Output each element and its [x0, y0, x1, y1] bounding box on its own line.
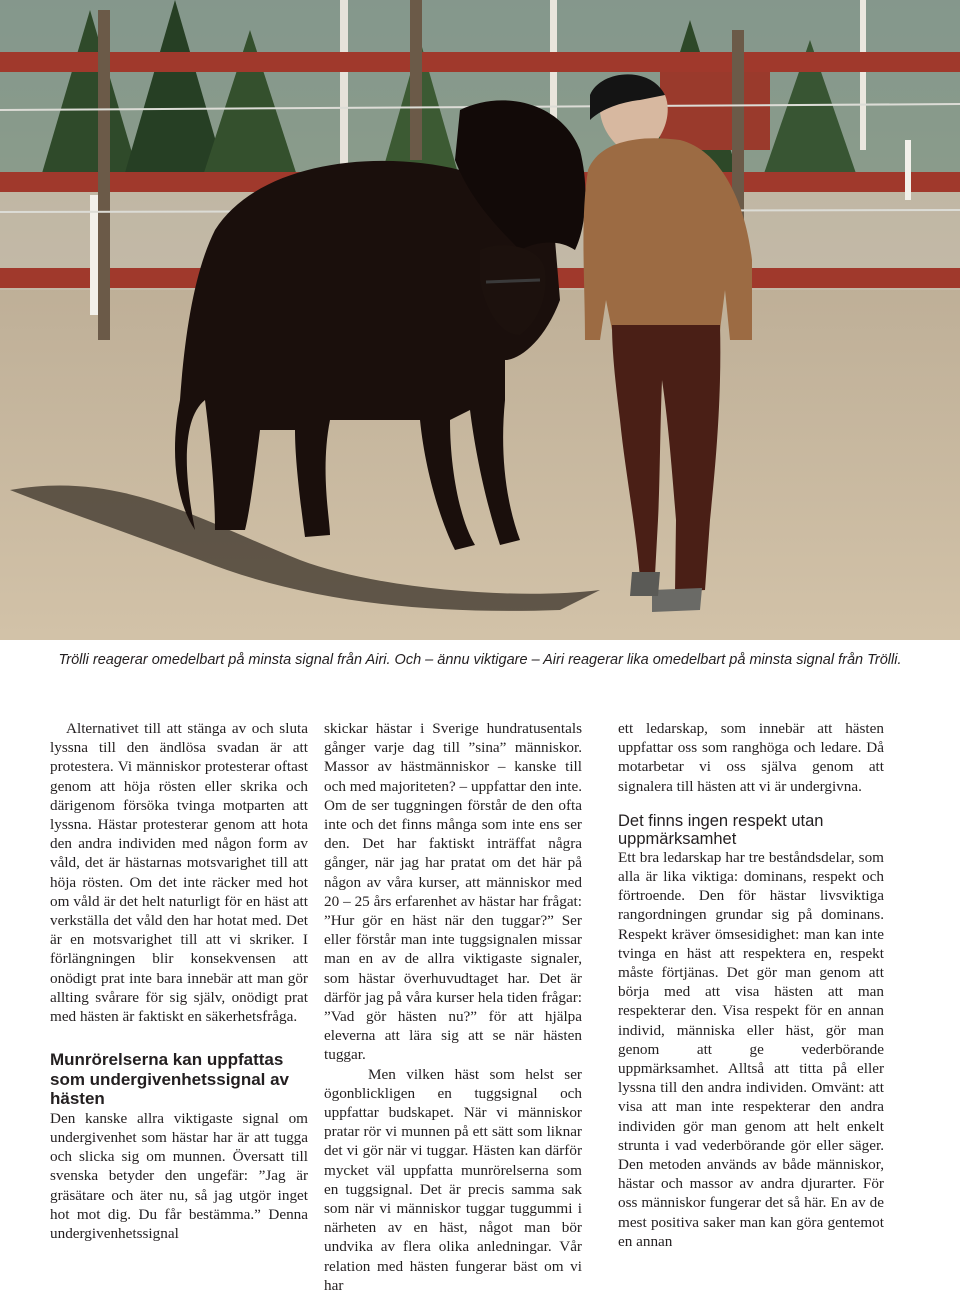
text-column-1: [50, 719, 308, 1243]
paragraph: Ett bra ledarskap har tre beståndsdelar, som alla är lika viktiga: dominans, respekt och förtroende. Den för hästar livsviktiga rangordningen grundar sig på dominans. Respekt kräver ömsesidighet: man kan inte tvinga en häst att respektera en, respekt måste förtjänas. Det gör man genom att börja med att visa hästen att man respekterar den. Visa respekt för en annan individ, människa eller häst, gör man genom att ge vederbörande uppmärksamhet. Alltså att titta på eller lyssna till den andra individen. Omvänt: att visa att man inte respekterar den andra individen gör man genom att helt enkelt strunta i vad vederbörande gör eller säger. Den metoden används av både människor, hästar och massor av andra djurarter. För oss människor fungerar det så här. En av de mest positiva saker man kan göra gentemot en annan: [618, 848, 884, 1250]
paragraph: Den kanske allra viktigaste signal om undergivenhet som hästar har är att tugga och slicka sig om munnen. Översatt till svenska betyder den ungefär: ”Jag är gräsätare och äter nu, så jag utgör inget hot mot dig. Du får bestämma.” Denna undergivenhetssignal: [50, 1109, 308, 1242]
pony-and-woman-photo: [0, 0, 960, 640]
text-column-3: [618, 719, 884, 1251]
paragraph: Alternativet till att stänga av och sluta lyssna till den ändlösa svadan är att protestera. Vi människor protesterar oftast genom att höja rösten eller skrika och därigenom försöka tvinga motparten att lyssna. Hästar protesterar genom att hota den andra individen med någon form av våld, det är hästarnas motsvarighet till att höja rösten. Om det inte räcker med hot om våld är det helt naturligt för en häst att verkställa det våld den har hotat med. Det är en motsvarighet till att vi skriker. I förlängningen blir konsekvensen att onödigt prat inte bara innebär att man gör allting svårare för sig själv, onödigt prat med hästen är faktiskt en säkerhetsfråga.: [50, 720, 308, 1026]
paragraph: ett ledarskap, som innebär att hästen uppfattar oss som ranghöga och ledare. Då motarbetar vi oss själva genom att signalera till hästen att vi är undergivna.: [618, 720, 884, 795]
section-heading: Det finns ingen respekt utan uppmärksamhet: [618, 811, 824, 848]
photo-caption: Trölli reagerar omedelbart på minsta signal från Airi. Och – ännu viktigare – Airi reagerar lika omedelbart på minsta signal från Trölli.: [58, 652, 902, 668]
text-column-2: [324, 719, 582, 1295]
paragraph: skickar hästar i Sverige hundratusentals gånger varje dag till ”sina” människor. Massor av hästmänniskor – kanske till och med majoriteten? – uppfattar den inte. Om de ser tuggningen förstår de den ofta inte och det finns många som inte ens ser den. Det har faktiskt inträffat några gånger, när jag har pratat om det här på någon av våra kurser, att människor med 20 – 25 års erfarenhet av hästar har frågat: ”Hur gör en häst när den tuggar?” Ser eller förstår man inte tuggsignalen missar man en av de allra viktigaste signaler, som hästar överhuvudtaget har. Det är därför jag på våra kurser hela tiden frågar: ”Vad gör hästen nu?” för att hjälpa eleverna att lära sig att se när hästen tuggar.: [324, 720, 582, 1064]
paragraph: Men vilken häst som helst ser ögonblickligen en tuggsignal och uppfattar budskapet. När vi människor pratar rör vi munnen på ett sätt som liknar det vi gör när vi tuggar. Hästen kan därför mycket väl uppfatta munrörelserna som en tuggsignal. Det är precis samma sak som när vi människor tuggar tuggummi i närheten av en häst, något man bör undvika av flera olika anledningar. Vår relation med hästen fungerar bäst om vi har: [324, 1065, 582, 1294]
section-heading: Munrörelserna kan uppfattas som undergivenhetssignal av hästen: [50, 1050, 290, 1109]
